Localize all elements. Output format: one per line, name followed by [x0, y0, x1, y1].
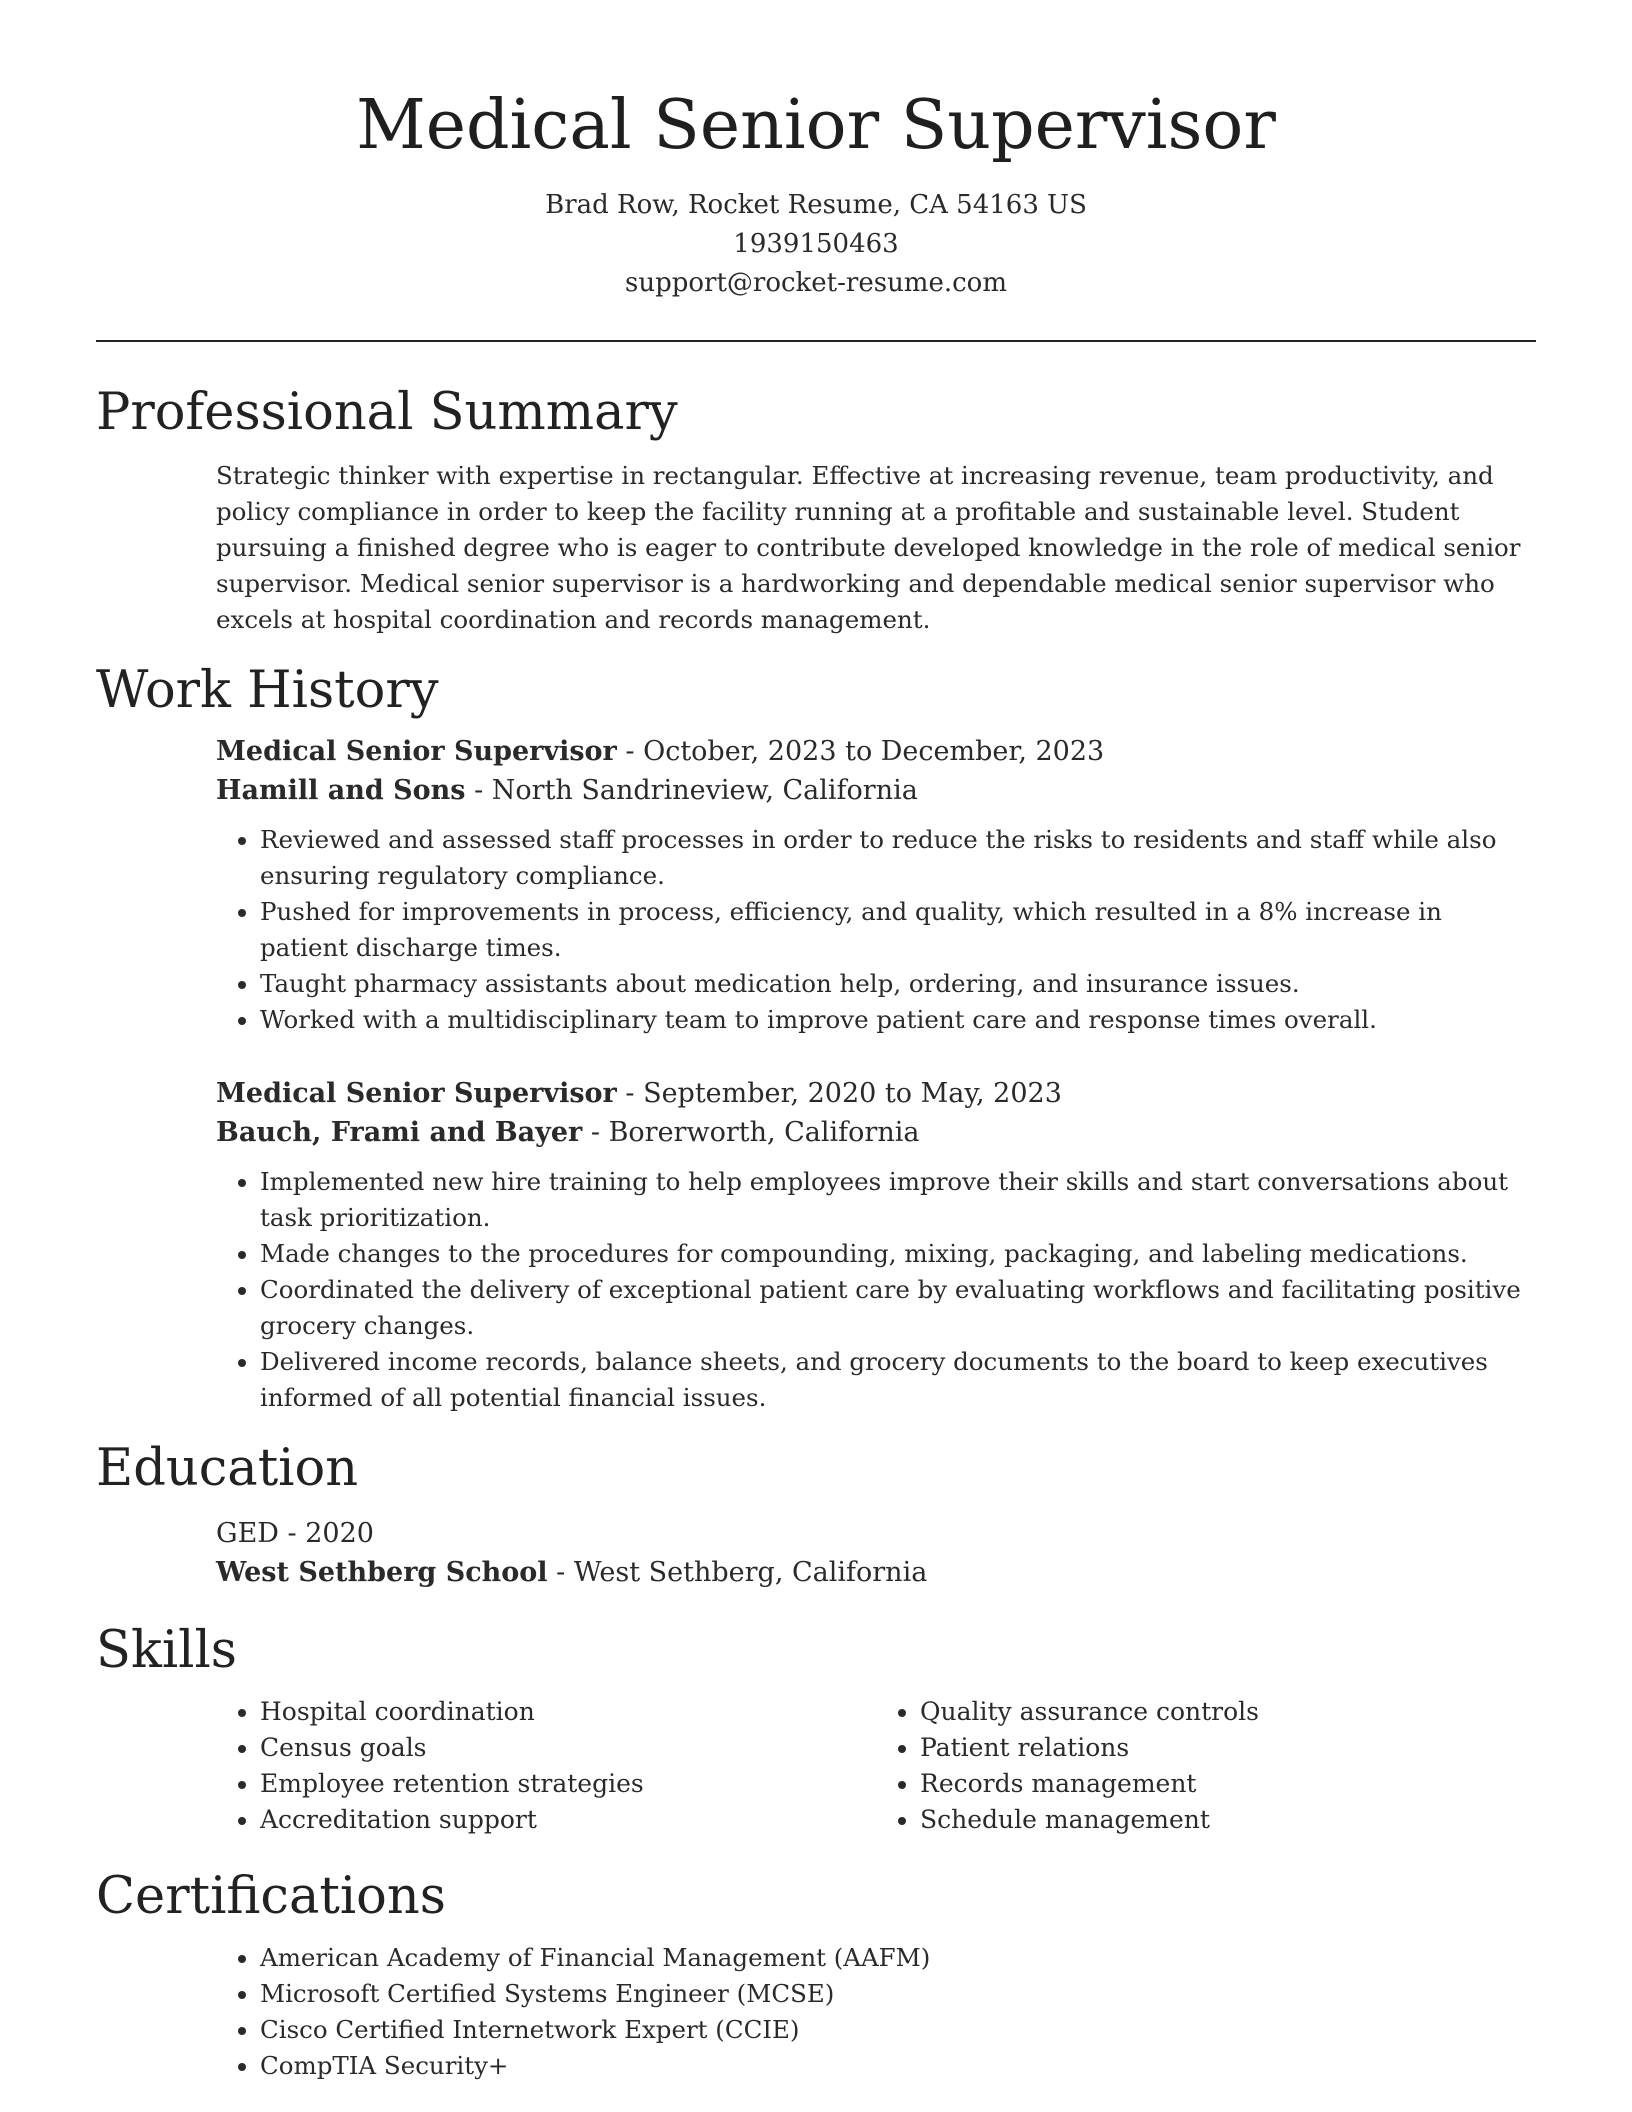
skills-column-left	[216, 1694, 876, 1838]
skill-item: • Census goals	[260, 1730, 876, 1766]
skill-item: • Employee retention strategies	[260, 1766, 876, 1802]
contact-email: support@rocket-resume.com	[624, 268, 1007, 298]
skill-item: • Records management	[920, 1766, 1536, 1802]
education-title: Education	[96, 1439, 359, 1498]
skill-item: • Accreditation support	[260, 1802, 876, 1838]
job-role: Medical Senior Supervisor	[216, 736, 617, 767]
summary-title: Professional Summary	[96, 383, 678, 442]
certification-item: • American Academy of Financial Management (AAFM)	[260, 1940, 1536, 1976]
job-company-line	[216, 1113, 1536, 1152]
skills-list	[216, 1694, 1536, 1838]
job-bullet: • Pushed for improvements in process, efficiency, and quality, which resulted in a 8% increase in patient discharge times.	[260, 894, 1536, 966]
job-bullets	[216, 1164, 1536, 1416]
job-role: Medical Senior Supervisor	[216, 1078, 617, 1109]
job-location: - North Sandrineview, California	[465, 775, 918, 806]
education-school-line	[216, 1553, 1536, 1592]
education-school: West Sethberg School	[216, 1557, 548, 1588]
contact-block	[0, 186, 1632, 303]
skill-item: • Quality assurance controls	[920, 1694, 1536, 1730]
job-dates: - October, 2023 to December, 2023	[616, 736, 1105, 767]
education-section	[96, 1438, 1536, 1592]
contact-address: Brad Row, Rocket Resume, CA 54163 US	[545, 190, 1087, 220]
resume-header	[0, 0, 1632, 303]
job-company: Bauch, Frami and Bayer	[216, 1117, 583, 1148]
skills-title: Skills	[96, 1621, 237, 1680]
certifications-title: Certifications	[96, 1867, 446, 1926]
job-bullet: • Worked with a multidisciplinary team to improve patient care and response times overall.	[260, 1002, 1536, 1038]
job-entry	[216, 732, 1536, 1038]
job-company-line	[216, 771, 1536, 810]
skills-section	[96, 1620, 1536, 1838]
certifications-list	[216, 1940, 1536, 2084]
job-entry	[216, 1074, 1536, 1416]
job-dates: - September, 2020 to May, 2023	[616, 1078, 1062, 1109]
skill-item: • Hospital coordination	[260, 1694, 876, 1730]
education-location: - West Sethberg, California	[547, 1557, 928, 1588]
job-title-line	[216, 732, 1536, 771]
summary-section	[96, 382, 1536, 638]
job-bullets	[216, 822, 1536, 1038]
job-company: Hamill and Sons	[216, 775, 466, 806]
education-degree: GED - 2020	[216, 1518, 374, 1549]
job-bullet: • Delivered income records, balance sheets, and grocery documents to the board to keep executives informed of all potential financial issues.	[260, 1344, 1536, 1416]
job-title-line	[216, 1074, 1536, 1113]
job-bullet: • Coordinated the delivery of exceptional patient care by evaluating workflows and facilitating positive grocery changes.	[260, 1272, 1536, 1344]
certifications-section	[96, 1866, 1536, 2084]
job-bullet: • Taught pharmacy assistants about medication help, ordering, and insurance issues.	[260, 966, 1536, 1002]
job-bullet: • Implemented new hire training to help employees improve their skills and start conversations about task prioritization.	[260, 1164, 1536, 1236]
skill-item: • Schedule management	[920, 1802, 1536, 1838]
work-section	[96, 660, 1536, 1416]
job-bullet: • Made changes to the procedures for compounding, mixing, packaging, and labeling medications.	[260, 1236, 1536, 1272]
contact-phone: 1939150463	[733, 229, 899, 259]
skills-column-right	[876, 1694, 1536, 1838]
skill-item: • Patient relations	[920, 1730, 1536, 1766]
certification-item: • Cisco Certified Internetwork Expert (CCIE)	[260, 2012, 1536, 2048]
certification-item: • Microsoft Certified Systems Engineer (MCSE)	[260, 1976, 1536, 2012]
summary-text: Strategic thinker with expertise in rectangular. Effective at increasing revenue, team productivity, and policy compliance in order to keep the facility running at a profitable and sustainable level. Student pursuing a finished degree who is eager to contribute developed knowledge in the role of medical senior supervisor. Medical senior supervisor is a hardworking and dependable medical senior supervisor who excels at hospital coordination and records management.	[216, 461, 1521, 634]
resume-name: Medical Senior Supervisor	[356, 86, 1276, 165]
job-location: - Borerworth, California	[582, 1117, 920, 1148]
header-divider	[96, 340, 1536, 342]
work-title: Work History	[96, 661, 439, 720]
certification-item: • CompTIA Security+	[260, 2048, 1536, 2084]
job-bullet: • Reviewed and assessed staff processes in order to reduce the risks to residents and staff while also ensuring regulatory compliance.	[260, 822, 1536, 894]
